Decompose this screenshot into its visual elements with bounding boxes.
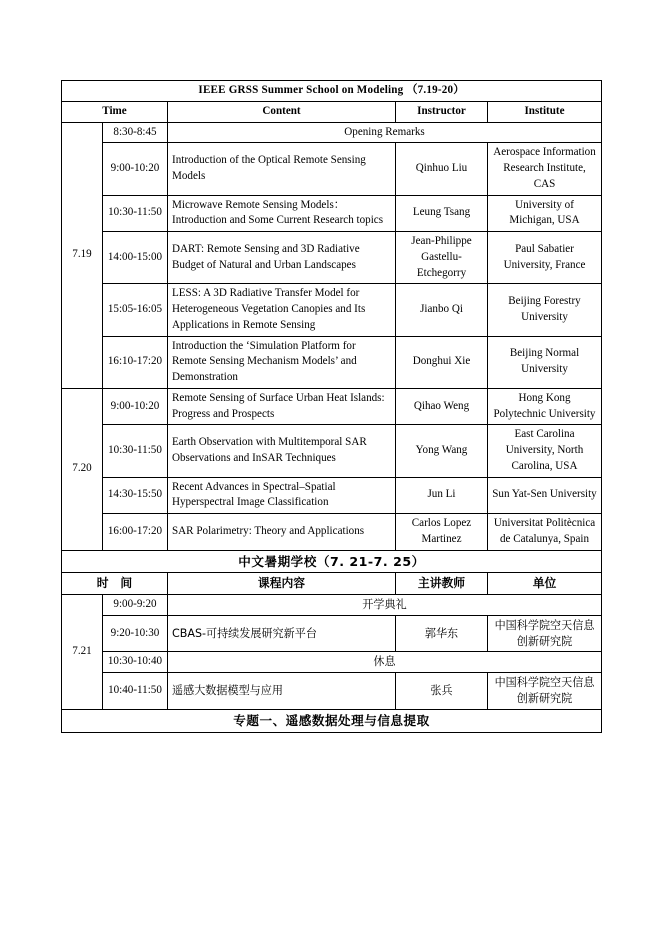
time-cell: 16:00-17:20 (103, 514, 168, 551)
instructor-cell: Jean-Philippe Gastellu-Etchegorry (396, 232, 488, 284)
time-cell: 14:00-15:00 (103, 232, 168, 284)
column-header-content: Content (168, 101, 396, 122)
date-cell: 7.20 (62, 388, 103, 550)
content-cell: DART: Remote Sensing and 3D Radiative Budget of Natural and Urban Landscapes (168, 232, 396, 284)
content-cell: Remote Sensing of Surface Urban Heat Islands: Progress and Prospects (168, 388, 396, 425)
content-cell: Recent Advances in Spectral–Spatial Hyperspectral Image Classification (168, 477, 396, 514)
column-header-institute: Institute (488, 101, 602, 122)
institute-cell: Beijing Normal University (488, 336, 602, 388)
institute-cell: Paul Sabatier University, France (488, 232, 602, 284)
instructor-cell: 郭华东 (396, 615, 488, 652)
time-cell: 9:00-9:20 (103, 595, 168, 616)
instructor-cell: Jianbo Qi (396, 284, 488, 336)
time-cell: 16:10-17:20 (103, 336, 168, 388)
content-cell: Opening Remarks (168, 122, 602, 143)
instructor-cell: 张兵 (396, 673, 488, 710)
table-row (62, 595, 602, 616)
time-cell: 10:30-11:50 (103, 195, 168, 232)
time-cell: 9:00-10:20 (103, 388, 168, 425)
column-header-time: Time (62, 101, 168, 122)
content-cell: CBAS-可持续发展研究新平台 (168, 615, 396, 652)
institute-cell: University of Michigan, USA (488, 195, 602, 232)
content-cell: Introduction the ‘Simulation Platform for Remote Sensing Mechanism Models’ and Demonstration (168, 336, 396, 388)
time-cell: 10:30-11:50 (103, 425, 168, 477)
instructor-cell: Qinhuo Liu (396, 143, 488, 195)
time-cell: 10:30-10:40 (103, 652, 168, 673)
english-session-banner: IEEE GRSS Summer School on Modeling （7.19-20） (62, 81, 602, 102)
content-cell: Earth Observation with Multitemporal SAR Observations and InSAR Techniques (168, 425, 396, 477)
institute-cell: East Carolina University, North Carolina, USA (488, 425, 602, 477)
table-row (62, 477, 602, 514)
time-cell: 8:30-8:45 (103, 122, 168, 143)
english-header-row (62, 101, 602, 122)
content-cell: SAR Polarimetry: Theory and Applications (168, 514, 396, 551)
institute-cell: Sun Yat-Sen University (488, 477, 602, 514)
content-cell: 休息 (168, 652, 602, 673)
content-cell: Introduction of the Optical Remote Sensing Models (168, 143, 396, 195)
date-cell: 7.21 (62, 595, 103, 710)
table-row (62, 232, 602, 284)
institute-cell: Aerospace Information Research Institute, CAS (488, 143, 602, 195)
time-cell: 9:00-10:20 (103, 143, 168, 195)
column-header-institute-zh: 单位 (488, 573, 602, 595)
time-cell: 10:40-11:50 (103, 673, 168, 710)
table-row (62, 425, 602, 477)
time-cell: 15:05-16:05 (103, 284, 168, 336)
instructor-cell: Qihao Weng (396, 388, 488, 425)
instructor-cell: Leung Tsang (396, 195, 488, 232)
instructor-cell: Donghui Xie (396, 336, 488, 388)
institute-cell: Beijing Forestry University (488, 284, 602, 336)
time-cell: 9:20-10:30 (103, 615, 168, 652)
institute-cell: 中国科学院空天信息创新研究院 (488, 673, 602, 710)
table-row (62, 336, 602, 388)
table-row (62, 388, 602, 425)
content-cell: 开学典礼 (168, 595, 602, 616)
instructor-cell: Carlos Lopez Martinez (396, 514, 488, 551)
schedule-table-body (62, 81, 602, 733)
table-row (62, 615, 602, 652)
topic-banner-row (62, 709, 602, 732)
date-cell: 7.19 (62, 122, 103, 388)
chinese-banner-row (62, 550, 602, 573)
table-row (62, 514, 602, 551)
content-cell: LESS: A 3D Radiative Transfer Model for Heterogeneous Vegetation Canopies and Its Applications in Remote Sensing (168, 284, 396, 336)
table-row (62, 122, 602, 143)
column-header-time-zh: 时 间 (62, 573, 168, 595)
instructor-cell: Jun Li (396, 477, 488, 514)
column-header-instructor: Instructor (396, 101, 488, 122)
table-row (62, 284, 602, 336)
time-cell: 14:30-15:50 (103, 477, 168, 514)
english-banner-row (62, 81, 602, 102)
chinese-header-row (62, 573, 602, 595)
table-row (62, 673, 602, 710)
content-cell: 遥感大数据模型与应用 (168, 673, 396, 710)
institute-cell: 中国科学院空天信息创新研究院 (488, 615, 602, 652)
topic-section-banner: 专题一、遥感数据处理与信息提取 (62, 709, 602, 732)
table-row (62, 195, 602, 232)
column-header-instructor-zh: 主讲教师 (396, 573, 488, 595)
institute-cell: Universitat Politècnica de Catalunya, Spain (488, 514, 602, 551)
instructor-cell: Yong Wang (396, 425, 488, 477)
content-cell: Microwave Remote Sensing Models： Introduction and Some Current Research topics (168, 195, 396, 232)
schedule-table (61, 80, 602, 733)
column-header-content-zh: 课程内容 (168, 573, 396, 595)
table-row (62, 652, 602, 673)
institute-cell: Hong Kong Polytechnic University (488, 388, 602, 425)
table-row (62, 143, 602, 195)
chinese-session-banner: 中文暑期学校（7. 21-7. 25） (62, 550, 602, 573)
